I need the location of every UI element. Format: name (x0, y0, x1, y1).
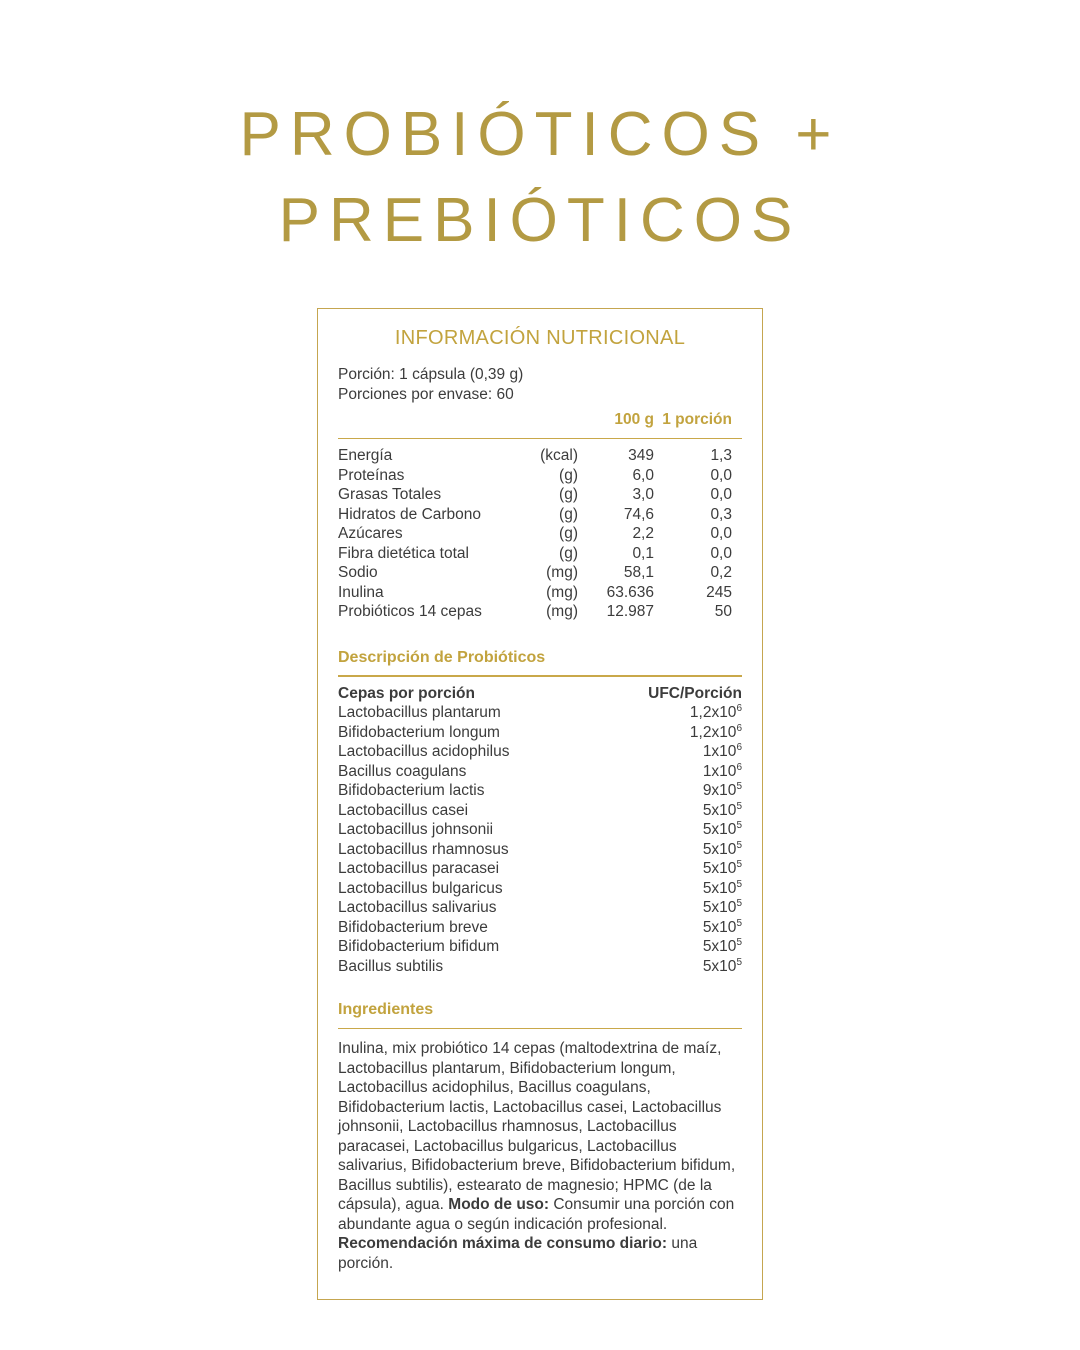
title-line-2: PREBIÓTICOS (278, 186, 802, 255)
strain-name: Lactobacillus bulgaricus (338, 879, 503, 897)
nutrient-name: Sodio (338, 564, 378, 581)
strain-row (338, 918, 742, 938)
ufc-column-header: UFC/Porción (648, 684, 742, 702)
exponent: 6 (736, 702, 742, 714)
servings-per-container: Porciones por envase: 60 (338, 386, 514, 403)
nutrient-per-100g: 6,0 (632, 466, 654, 484)
strain-name: Lactobacillus johnsonii (338, 821, 494, 838)
divider-top-of-nutrient-table (338, 438, 742, 440)
strain-row (338, 840, 742, 860)
ingredients-text (338, 1039, 742, 1273)
strain-ufc-value: $1,2x10^6$ (689, 702, 742, 721)
strain-row (338, 937, 742, 957)
nutrient-per-100g: 12.987 (606, 603, 654, 620)
nutrient-name: Fibra dietética total (338, 544, 469, 562)
strain-name: Lactobacillus salivarius (338, 899, 497, 916)
nutrient-row (338, 505, 742, 525)
nutrient-row (338, 485, 742, 505)
exponent: 6 (736, 722, 742, 734)
nutrient-unit: (g) (559, 466, 578, 484)
nutrient-per-portion: 0,0 (710, 525, 732, 542)
nutrient-unit: (mg) (546, 603, 578, 620)
exponent: 5 (736, 839, 742, 851)
strain-name: Lactobacillus casei (338, 801, 469, 819)
nutrient-unit: (kcal) (540, 447, 578, 464)
nutrition-label (317, 308, 763, 1300)
page-title (0, 0, 1080, 264)
strain-name: Bifidobacterium bifidum (338, 938, 500, 955)
nutrient-per-100g: 349 (628, 447, 654, 464)
strain-row (338, 859, 742, 879)
nutrient-row (338, 524, 742, 544)
nutrient-unit: (g) (559, 486, 578, 503)
exponent: 6 (736, 741, 742, 753)
exponent: 6 (736, 761, 742, 773)
strain-ufc-value: $5x10^5$ (702, 917, 742, 936)
strain-ufc-value: $5x10^5$ (702, 839, 742, 858)
nutrient-per-100g: 3,0 (632, 486, 654, 503)
strain-row (338, 781, 742, 801)
exponent: 5 (736, 956, 742, 968)
strain-ufc-value: $9x10^5$ (702, 780, 742, 799)
nutrient-per-portion: 0,0 (710, 544, 732, 562)
nutrient-per-100g: 74,6 (623, 505, 654, 523)
strain-ufc-value: $5x10^5$ (702, 956, 742, 975)
column-header-100g: 100 g (614, 411, 654, 428)
strain-row (338, 898, 742, 918)
usage-text: Consumir una porción con abundante agua o según indicación profesional. (338, 1196, 735, 1233)
strain-row (338, 957, 742, 977)
exponent: 5 (736, 917, 742, 929)
nutrient-row (338, 583, 742, 603)
nutrient-per-100g: 63.636 (606, 583, 654, 601)
nutrient-per-portion: 0,3 (710, 505, 732, 523)
nutrient-row (338, 602, 742, 622)
label-title: INFORMACIÓN NUTRICIONAL (394, 327, 686, 349)
recommendation-text: una porción. (338, 1235, 698, 1272)
nutrient-row (338, 466, 742, 486)
nutrient-unit: (g) (559, 505, 578, 523)
nutrient-per-portion: 245 (706, 583, 732, 601)
usage-label: Modo de uso: (448, 1196, 550, 1213)
recommendation-label: Recomendación máxima de consumo diario: (338, 1235, 668, 1252)
nutrient-per-100g: 0,1 (632, 544, 654, 562)
column-headers-row (338, 410, 742, 430)
divider-probiotics (338, 675, 742, 677)
exponent: 5 (736, 897, 742, 909)
strain-ufc-value: $5x10^5$ (702, 858, 742, 877)
nutrient-unit: (g) (559, 525, 578, 542)
nutrient-name: Proteínas (338, 466, 405, 484)
strain-ufc-value: $5x10^5$ (702, 936, 742, 955)
exponent: 5 (736, 936, 742, 948)
strain-name: Bifidobacterium longum (338, 723, 500, 741)
strain-row (338, 879, 742, 899)
probiotics-section-title: Descripción de Probióticos (338, 648, 546, 666)
strain-table (338, 684, 742, 977)
strain-row (338, 703, 742, 723)
strain-name: Lactobacillus rhamnosus (338, 840, 509, 858)
nutrient-per-portion: 0,0 (710, 486, 732, 503)
exponent: 5 (736, 878, 742, 890)
ingredients-list: Inulina, mix probiótico 14 cepas (maltodextrina de maíz, Lactobacillus plantarum, Bifidobacterium longum, Lactobacillus acidophilus, Bacillus coagulans, Bifidobacterium lactis, Lactobacillus casei, Lactobacillus johnsonii, Lactobacillus rhamnosus, Lactobacillus paracasei, Lactobacillus bulgaricus, Lactobacillus salivarius, Bifidobacterium breve, Bifidobacterium bifidum, Bacillus subtilis), estearato de magnesio; HPMC (de la cápsula), agua. (338, 1040, 736, 1213)
column-header-portion: 1 porción (662, 411, 732, 428)
exponent: 5 (736, 800, 742, 812)
nutrient-row (338, 446, 742, 466)
strain-ufc-value: $5x10^5$ (702, 897, 742, 916)
strain-column-header: Cepas por porción (338, 684, 475, 702)
strain-name: Lactobacillus acidophilus (338, 743, 510, 760)
strain-row (338, 723, 742, 743)
strain-name: Lactobacillus plantarum (338, 704, 501, 721)
exponent: 5 (736, 780, 742, 792)
strain-ufc-value: $5x10^5$ (702, 819, 742, 838)
nutrient-table (338, 446, 742, 622)
strain-ufc-value: $1x10^6$ (702, 761, 742, 780)
strain-ufc-value: $5x10^5$ (702, 800, 742, 819)
strain-ufc-value: $1x10^6$ (702, 741, 742, 760)
strain-ufc-value: $1,2x10^6$ (689, 722, 742, 741)
title-line-1: PROBIÓTICOS + (239, 100, 841, 169)
nutrient-per-portion: 0,2 (710, 564, 732, 581)
nutrient-per-portion: 1,3 (710, 447, 732, 464)
nutrient-row (338, 563, 742, 583)
serving-size: Porción: 1 cápsula (0,39 g) (338, 366, 524, 383)
nutrient-name: Inulina (338, 583, 384, 601)
exponent: 5 (736, 819, 742, 831)
nutrient-name: Probióticos 14 cepas (338, 603, 482, 620)
nutrient-per-portion: 50 (714, 603, 732, 620)
strain-name: Bacillus subtilis (338, 957, 444, 975)
strain-name: Lactobacillus paracasei (338, 860, 500, 877)
exponent: 5 (736, 858, 742, 870)
nutrient-per-portion: 0,0 (710, 466, 732, 484)
strain-row (338, 742, 742, 762)
strain-row (338, 801, 742, 821)
nutrient-unit: (mg) (546, 564, 578, 581)
ingredients-section-title: Ingredientes (338, 1001, 434, 1018)
nutrient-name: Energía (338, 447, 393, 464)
divider-ingredients (338, 1028, 742, 1030)
nutrient-row (338, 544, 742, 564)
nutrient-unit: (mg) (546, 583, 578, 601)
nutrient-per-100g: 58,1 (623, 564, 654, 581)
nutrient-unit: (g) (559, 544, 578, 562)
strain-ufc-value: $5x10^5$ (702, 878, 742, 897)
nutrient-name: Hidratos de Carbono (338, 505, 482, 523)
nutrient-name: Grasas Totales (338, 486, 442, 503)
strain-row (338, 762, 742, 782)
strain-name: Bifidobacterium breve (338, 918, 488, 936)
nutrient-per-100g: 2,2 (632, 525, 654, 542)
strain-row (338, 820, 742, 840)
strain-name: Bifidobacterium lactis (338, 782, 485, 799)
strain-table-header (338, 684, 742, 704)
nutrient-name: Azúcares (338, 525, 403, 542)
strain-name: Bacillus coagulans (338, 762, 467, 780)
